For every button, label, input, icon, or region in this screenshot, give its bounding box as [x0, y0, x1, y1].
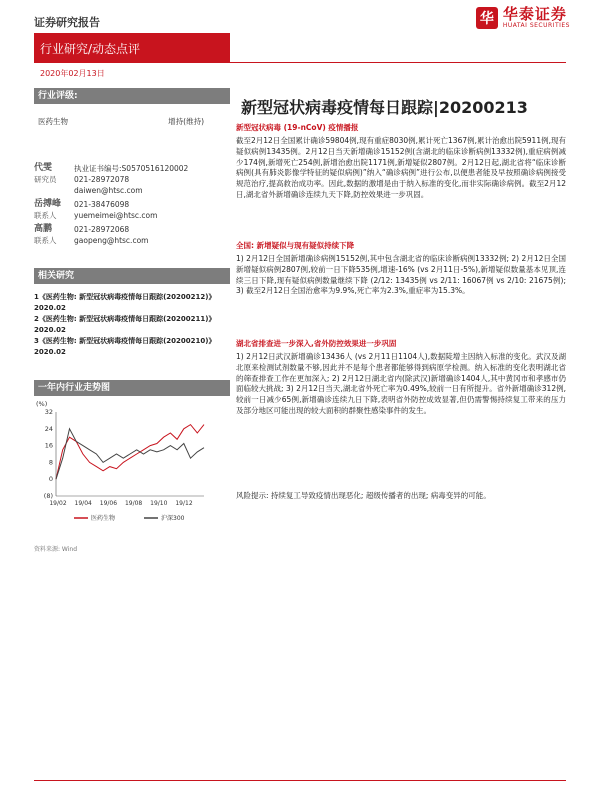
analyst-name: 高鹏: [34, 224, 53, 234]
chart-source: 资料来源: Wind: [34, 546, 78, 553]
series-line-0: [56, 425, 204, 480]
y-axis-label: (%): [36, 400, 48, 408]
x-tick-label: 19/02: [49, 500, 67, 507]
rating-value: 增持(维持): [168, 117, 204, 126]
section-text: 1) 2月12日全国新增确诊病例15152例,其中包含湖北省的临床诊断病例13332例; 2) 2月12日全国新增疑似病例2807例,较前一日下降535例,增速-16% (vs 2月11日-5%),新增疑似数量基本见顶,连续三日下降,现有疑似病例数量继续下降 (2/12: 13435例 vs 2/11: 16067例 vs 2/10: 21675例); 3) 截至2月12日全国治愈率为9.9%,死亡率为2.3%,重症率为15.3%。: [236, 254, 566, 296]
x-tick-label: 19/12: [175, 500, 193, 507]
x-tick-label: 19/08: [124, 500, 143, 507]
x-tick-label: 19/06: [99, 500, 118, 507]
related-heading: 相关研究: [34, 268, 230, 284]
risk-warning: 风险提示: 持续复工导致疫情出现恶化; 超级传播者的出现; 病毒变异的可能。: [236, 491, 491, 500]
section-heading: 新型冠状病毒 (19-nCoV) 疫情播报: [236, 123, 359, 132]
header-band: [34, 33, 230, 63]
analyst-block: [34, 163, 230, 196]
analyst-role: 联系人: [34, 211, 57, 220]
footer-divider: [34, 780, 566, 781]
x-tick-label: 19/04: [74, 500, 92, 507]
sector-name: 医药生物: [38, 117, 68, 126]
x-tick-label: 19/10: [150, 500, 168, 507]
analyst-email[interactable]: yuemeimei@htsc.com: [74, 211, 158, 220]
analyst-phone: 021-38476098: [74, 200, 130, 209]
analyst-block: [34, 199, 230, 221]
analyst-phone: 021-28972068: [74, 225, 130, 234]
section-heading: 湖北省排查进一步深入,省外防控效果进一步巩固: [236, 339, 397, 348]
analyst-name: 代雯: [34, 163, 53, 173]
analyst-email[interactable]: daiwen@htsc.com: [74, 186, 143, 195]
series-line-1: [56, 429, 204, 479]
page-title: 新型冠状病毒疫情每日跟踪|20200213: [241, 98, 528, 117]
related-list: [34, 292, 230, 358]
section-block: [236, 122, 566, 201]
related-item[interactable]: 1《医药生物: 新型冠状病毒疫情每日跟踪(20200212)》2020.02: [34, 293, 216, 312]
related-item[interactable]: 2《医药生物: 新型冠状病毒疫情每日跟踪(20200211)》2020.02: [34, 315, 216, 334]
analyst-phone: 021-28972078: [74, 175, 130, 184]
report-category: 行业研究/动态点评: [40, 42, 141, 56]
legend-label: 医药生物: [91, 515, 116, 522]
sidebar: [34, 88, 230, 553]
analyst-name: 岳搏峰: [34, 199, 62, 209]
y-tick-label: 0: [48, 475, 53, 484]
cert-number: S0570516120002: [121, 164, 189, 173]
y-tick-label: 16: [44, 441, 53, 450]
section-text: 截至2月12日全国累计确诊59804例,现有重症8030例,累计死亡1367例,累计治愈出院5911例,现有疑似病例13435例。2月12日当天新增确诊15152例(含湖北的临床诊断病例13332例),重症病例减少174例,新增死亡254例,新增治愈出院1171例,新增疑似2807例。2月12日起,湖北省将“临床诊断病例(具有肺炎影像学特征的疑似病例)”纳入“确诊病例”进行公布,以便患者能及早按照确诊病例接受规范治疗,提高救治成功率。因此,数据的激增是由于纳入标准的变化,而非实际确诊病例。截至2月12日,湖北省外新增确诊连续九天下降,防控效果进一步巩固。: [236, 136, 566, 199]
report-date: 2020年02月13日: [40, 69, 105, 78]
rating-row: [34, 104, 230, 127]
trend-chart-svg: [34, 396, 230, 526]
section-text: 1) 2月12日武汉新增确诊13436人 (vs 2月11日1104人),数据陡增主因纳入标准的变化。武汉及湖北原来检测试剂数量不够,因此并不是每个患者都能够得到病原学检测。纳入标准的变化表明湖北省的筛查排查工作在更加深入; 2) 2月12日湖北省内(除武汉)新增确诊1404人,其中黄冈市和孝感市仍面临较大挑战; 3) 2月12日当天,湖北省外死亡率为0.49%,较前一日有所提升。省外新增确诊312例,较前一日减少65例,新增确诊连续九日下降,表明省外防控成效显著,但仍需警惕持续复工带来的压力及部分地区可能出现的较大面积的群聚性感染事件的发生。: [236, 352, 566, 415]
section-heading: 全国: 新增疑似与现有疑似持续下降: [236, 241, 355, 250]
logo-chinese-name: 华泰证券: [502, 5, 567, 23]
logo-english-name: HUATAI SECURITIES: [502, 22, 570, 29]
chart-heading: 一年内行业走势图: [34, 380, 230, 396]
analyst-role: 研究员: [34, 175, 57, 184]
industry-trend-chart: [34, 396, 230, 530]
section-block: [236, 240, 566, 297]
analyst-role: 联系人: [34, 236, 57, 245]
related-item[interactable]: 3《医药生物: 新型冠状病毒疫情每日跟踪(20200210)》2020.02: [34, 337, 216, 356]
huatai-logo: [476, 6, 570, 29]
cert-label: 执业证书编号:: [74, 164, 122, 173]
header-divider: [230, 62, 566, 63]
rating-heading: 行业评级:: [34, 88, 230, 104]
y-tick-label: 24: [44, 424, 53, 433]
huatai-logo-mark: 华: [476, 7, 498, 29]
report-type-label: 证券研究报告: [34, 16, 100, 29]
y-tick-label: (8): [43, 492, 53, 500]
y-tick-label: 32: [44, 408, 53, 416]
analyst-email[interactable]: gaopeng@htsc.com: [74, 236, 149, 245]
legend-label: 沪深300: [161, 515, 185, 522]
section-block: [236, 338, 566, 417]
analyst-block: [34, 224, 230, 246]
y-tick-label: 8: [48, 458, 53, 467]
